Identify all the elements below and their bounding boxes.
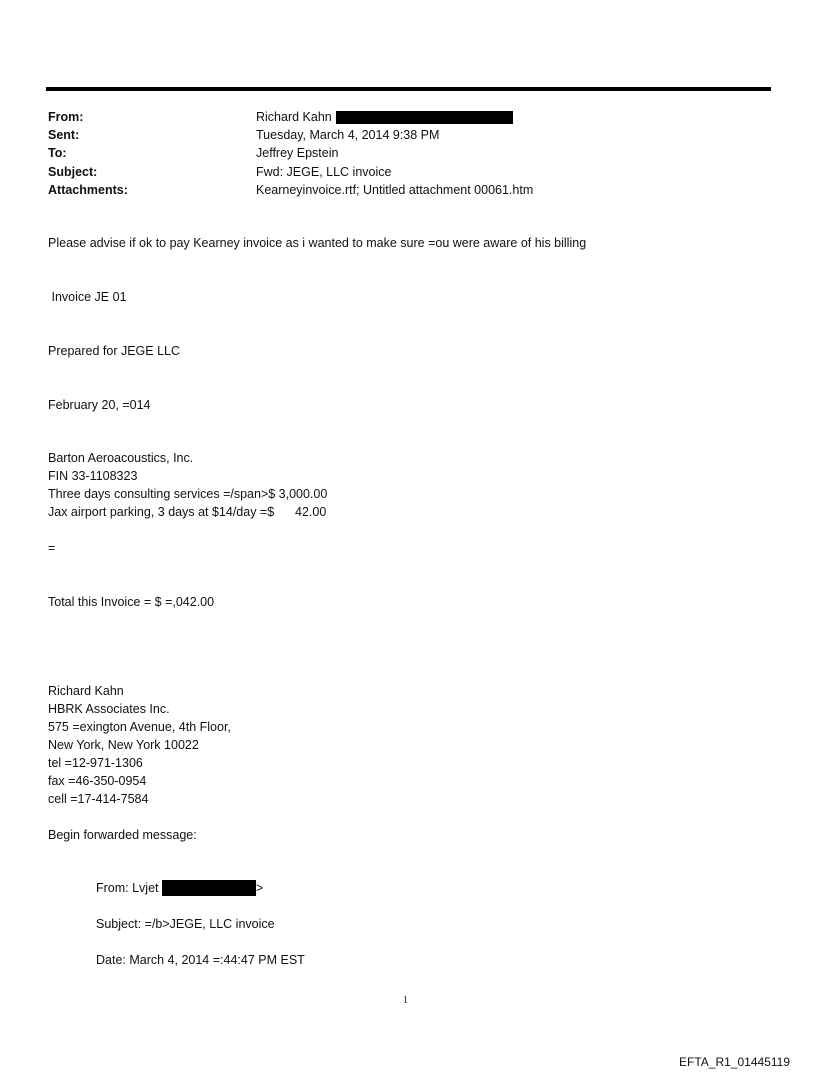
sent-row bbox=[48, 126, 748, 144]
forwarded-date: Date: March 4, 2014 =:44:47 PM EST bbox=[96, 953, 305, 967]
signature-name: Richard Kahn bbox=[48, 684, 124, 698]
vendor-fin: FIN 33-1108323 bbox=[48, 469, 138, 483]
invoice-line-2: Jax airport parking, 3 days at $14/day =$ 42.00 bbox=[48, 505, 327, 519]
to-row bbox=[48, 144, 748, 162]
subject-row bbox=[48, 163, 748, 181]
equals-marker: = bbox=[48, 541, 56, 555]
prepared-for: Prepared for JEGE LLC bbox=[48, 344, 181, 358]
forwarded-begin: Begin forwarded message: bbox=[48, 828, 197, 842]
redaction-box bbox=[162, 880, 256, 896]
forwarded-from-suffix: > bbox=[256, 881, 264, 895]
from-row bbox=[48, 108, 748, 126]
document-id: EFTA_R1_01445119 bbox=[679, 1055, 790, 1069]
invoice-line-1: Three days consulting services =/span>$ 3,000.00 bbox=[48, 487, 328, 501]
invoice-total: Total this Invoice = $ =,042.00 bbox=[48, 595, 215, 609]
attachments-label: Attachments: bbox=[48, 182, 128, 197]
intro-text: Please advise if ok to pay Kearney invoice as i wanted to make sure =ou were aware of his billing bbox=[48, 236, 587, 250]
subject-value: Fwd: JEGE, LLC invoice bbox=[256, 164, 392, 179]
invoice-date: February 20, =014 bbox=[48, 398, 151, 412]
forwarded-from bbox=[96, 879, 263, 897]
sent-label: Sent: bbox=[48, 128, 80, 143]
attachments-value[interactable]: Kearneyinvoice.rtf; Untitled attachment 00061.htm bbox=[256, 182, 534, 197]
signature-cell: cell =17-414-7584 bbox=[48, 792, 149, 806]
attachments-row bbox=[48, 181, 748, 199]
sent-value: Tuesday, March 4, 2014 9:38 PM bbox=[256, 128, 440, 143]
subject-label: Subject: bbox=[48, 164, 98, 179]
vendor-name: Barton Aeroacoustics, Inc. bbox=[48, 451, 194, 465]
header-divider bbox=[46, 87, 771, 91]
signature-company: HBRK Associates Inc. bbox=[48, 702, 170, 716]
signature-address-2: New York, New York 10022 bbox=[48, 738, 199, 752]
invoice-number: Invoice JE 01 bbox=[48, 290, 127, 304]
from-value: Richard Kahn bbox=[256, 110, 332, 125]
page-number: 1 bbox=[403, 995, 408, 1006]
to-label: To: bbox=[48, 146, 67, 161]
forwarded-from-prefix: From: Lvjet bbox=[96, 881, 162, 895]
to-value: Jeffrey Epstein bbox=[256, 146, 339, 161]
from-label: From: bbox=[48, 110, 84, 125]
redaction-box bbox=[336, 111, 513, 124]
email-header bbox=[48, 108, 748, 199]
signature-tel: tel =12-971-1306 bbox=[48, 756, 143, 770]
signature-address-1: 575 =exington Avenue, 4th Floor, bbox=[48, 720, 231, 734]
forwarded-subject: Subject: =/b>JEGE, LLC invoice bbox=[96, 917, 275, 931]
signature-fax: fax =46-350-0954 bbox=[48, 774, 147, 788]
